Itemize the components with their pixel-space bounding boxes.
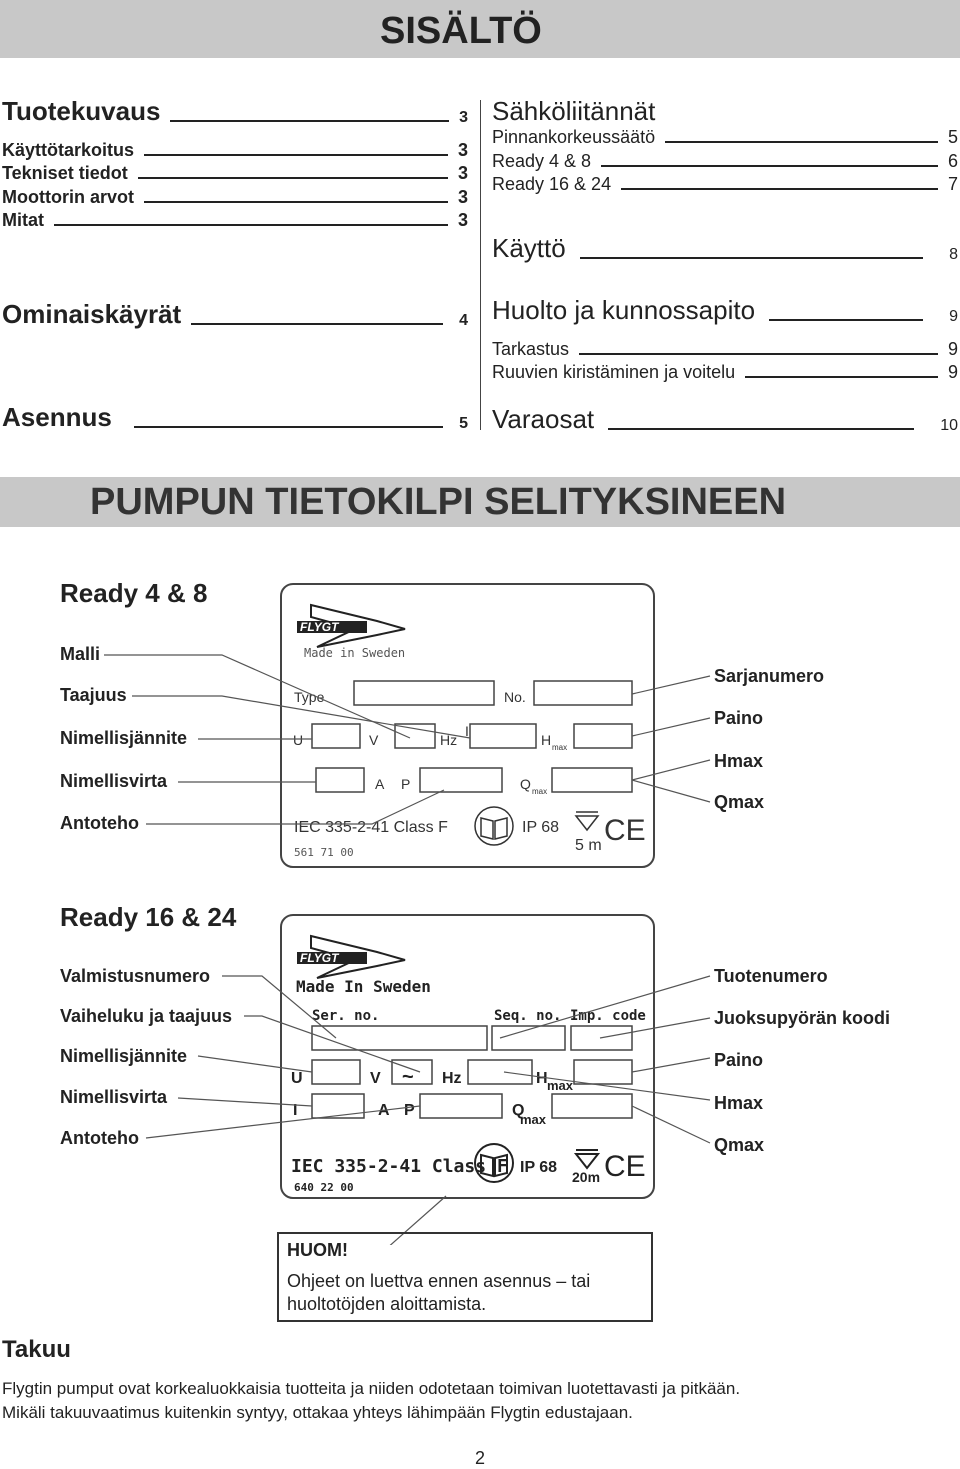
plate2-ser: Ser. no. <box>312 1008 380 1024</box>
plate2-u: U <box>291 1070 303 1087</box>
toc-page: 4 <box>459 312 468 329</box>
plate1-p: P <box>401 776 411 792</box>
plate2-left-label-1: Vaiheluku ja taajuus <box>60 1006 233 1026</box>
toc-page: 9 <box>949 308 958 325</box>
plate2-ip: IP 68 <box>520 1159 558 1176</box>
toc-page: 3 <box>457 163 468 183</box>
plate1-manual-icon <box>475 807 513 845</box>
plate2-left-label-4: Antoteho <box>60 1128 139 1148</box>
plate1-right-label-2: Hmax <box>714 751 764 771</box>
plate1-title: Ready 4 & 8 <box>60 578 208 608</box>
plate2-right-label-4: Qmax <box>714 1135 765 1155</box>
toc-leader <box>601 165 938 167</box>
toc-label: Tarkastus <box>492 339 570 359</box>
plate2-q-sub: max <box>520 1112 547 1127</box>
toc-label: Varaosat <box>492 404 595 434</box>
toc-label: Ready 4 & 8 <box>492 151 592 171</box>
toc-page: 8 <box>949 246 958 263</box>
plate1-logo <box>297 605 405 647</box>
toc-leader <box>191 323 443 325</box>
toc-leader <box>608 428 914 430</box>
plate-title: PUMPUN TIETOKILPI SELITYKSINEEN <box>90 481 787 523</box>
plate2-right-label-3: Hmax <box>714 1093 764 1113</box>
toc-left-0 <box>2 96 468 127</box>
toc-label: Ready 16 & 24 <box>492 174 612 194</box>
plate2-diagram <box>0 905 960 1245</box>
plate2-i: I <box>293 1102 298 1119</box>
toc-leader <box>665 141 938 143</box>
toc-page: 10 <box>940 417 958 434</box>
plate2-h: H <box>536 1070 548 1087</box>
plate2-made-in: Made In Sweden <box>296 977 431 996</box>
toc-label: Tuotekuvaus <box>2 96 161 126</box>
plate1-made-in: Made in Sweden <box>304 646 406 660</box>
toc-label: Käyttötarkoitus <box>2 140 135 160</box>
toc-leader <box>54 224 448 226</box>
plate1-right-label-1: Paino <box>714 708 764 728</box>
plate2-imp: Imp. code <box>570 1008 646 1024</box>
plate1-q-sub: max <box>532 787 548 796</box>
toc-leader <box>144 201 448 203</box>
toc-leader <box>170 120 449 122</box>
plate1-i: I <box>465 723 469 739</box>
plate1-ce: CE <box>604 814 646 847</box>
toc-label: Tekniset tiedot <box>2 163 128 183</box>
plate1-h-sub: max <box>552 743 568 752</box>
takuu-title: Takuu <box>2 1336 71 1363</box>
toc-page: 9 <box>947 362 958 382</box>
toc-page: 5 <box>459 415 468 432</box>
plate2-depth: 20m <box>572 1169 601 1185</box>
plate2-manual-icon <box>475 1144 513 1182</box>
plate2-ce: CE <box>604 1150 646 1183</box>
plate1-v: V <box>369 732 379 748</box>
toc-label: Moottorin arvot <box>2 187 134 207</box>
toc-right-5 <box>492 295 958 326</box>
toc-label: Mitat <box>2 210 44 230</box>
contents-title: SISÄLTÖ <box>380 10 542 52</box>
plate1-code: 561 71 00 <box>294 846 354 859</box>
toc-divider <box>480 100 481 430</box>
toc-right-2 <box>492 151 958 172</box>
note-box <box>277 1232 653 1322</box>
toc-leader <box>745 376 938 378</box>
plate2-a: A <box>378 1102 390 1119</box>
note-line1: Ohjeet on luettva ennen asennus – tai <box>287 1271 591 1291</box>
toc-label: Asennus <box>2 402 112 432</box>
plate1-a: A <box>375 776 385 792</box>
toc-left-6 <box>2 402 468 433</box>
plate1-h: H <box>541 732 552 748</box>
toc-page: 3 <box>457 210 468 230</box>
plate1-left-label-1: Taajuus <box>60 685 127 705</box>
plate1-depth: 5 m <box>575 837 602 854</box>
toc-left-5 <box>2 299 468 330</box>
toc-page: 5 <box>947 127 958 147</box>
toc-page: 3 <box>457 140 468 160</box>
toc-right-3 <box>492 174 958 195</box>
plate1-right-label-0: Sarjanumero <box>714 666 825 686</box>
toc-leader <box>580 257 923 259</box>
plate2-seq: Seq. no. <box>494 1008 562 1024</box>
toc-leader <box>769 319 923 321</box>
plate1-q: Q <box>520 776 531 792</box>
toc-left-3 <box>2 187 468 208</box>
toc-leader <box>134 426 443 428</box>
toc-right-1 <box>492 127 958 148</box>
note-title: HUOM! <box>287 1240 348 1260</box>
plate2-left-label-3: Nimellisvirta <box>60 1087 168 1107</box>
plate2-q: Q <box>512 1102 525 1119</box>
toc-leader <box>138 177 448 179</box>
plate1-hz: Hz <box>440 732 458 748</box>
plate1-depth-icon <box>576 812 598 830</box>
toc-label: Pinnankorkeussäätö <box>492 127 656 147</box>
toc-label: Käyttö <box>492 233 566 263</box>
plate2-depth-icon <box>576 1150 598 1168</box>
plate1-no: No. <box>504 689 526 705</box>
plate2-left-label-2: Nimellisjännite <box>60 1046 188 1066</box>
plate1-diagram <box>0 580 960 880</box>
takuu-line2: Mikäli takuuvaatimus kuitenkin syntyy, ottakaa yhteys lähimpään Flygtin edustajaan. <box>2 1403 633 1422</box>
plate2-h-sub: max <box>547 1078 574 1093</box>
toc-label: Ominaiskäyrät <box>2 299 182 329</box>
plate2-logo-text: FLYGT <box>300 951 339 965</box>
plate-banner <box>0 477 960 527</box>
toc-leader <box>144 154 448 156</box>
toc-leader <box>621 188 938 190</box>
toc-page: 7 <box>947 174 958 194</box>
plate2-left-label-0: Valmistusnumero <box>60 966 211 986</box>
plate2-tilde: ~ <box>402 1066 414 1088</box>
plate2-iec: IEC 335-2-41 Class F <box>291 1156 508 1177</box>
plate1-iec: IEC 335-2-41 Class F <box>294 819 448 836</box>
plate1-ip: IP 68 <box>522 819 560 836</box>
note-line2: huoltotöjden aloittamista. <box>287 1294 487 1314</box>
plate2-right-label-0: Tuotenumero <box>714 966 828 986</box>
plate1-left-label-4: Antoteho <box>60 813 139 833</box>
toc-left-1 <box>2 140 468 161</box>
plate2-code: 640 22 00 <box>294 1181 354 1194</box>
plate2-right-label-1: Juoksupyörän koodi <box>714 1008 891 1028</box>
plate1-left-label-2: Nimellisjännite <box>60 728 188 748</box>
contents-banner <box>0 0 960 58</box>
toc-page: 9 <box>947 339 958 359</box>
page-number: 2 <box>475 1448 486 1468</box>
plate2-hz: Hz <box>442 1070 462 1087</box>
takuu-line1: Flygtin pumput ovat korkealuokkaisia tuotteita ja niiden odotetaan toimivan luotettavasti ja pitkään. <box>2 1379 741 1398</box>
toc-right-7 <box>492 362 958 383</box>
plate2-logo <box>297 936 405 978</box>
toc-right-8 <box>492 404 958 435</box>
toc-right-0 <box>492 96 958 127</box>
toc-right-6 <box>492 339 958 360</box>
toc-label: Sähköliitännät <box>492 96 656 126</box>
plate1-left-label-3: Nimellisvirta <box>60 771 168 791</box>
toc-page: 3 <box>459 109 468 126</box>
plate2-right-label-2: Paino <box>714 1050 764 1070</box>
toc-leader <box>579 353 938 355</box>
toc-label: Huolto ja kunnossapito <box>492 295 756 325</box>
plate2-title: Ready 16 & 24 <box>60 902 237 932</box>
toc-left-4 <box>2 210 468 231</box>
toc-page: 6 <box>947 151 958 171</box>
toc-page: 3 <box>457 187 468 207</box>
toc-left-2 <box>2 163 468 184</box>
toc-right-4 <box>492 233 958 264</box>
plate1-left-label-0: Malli <box>60 644 101 664</box>
plate1-logo-text: FLYGT <box>300 620 339 634</box>
plate2-p: P <box>404 1102 415 1119</box>
plate2-v: V <box>370 1070 381 1087</box>
plate1-right-label-3: Qmax <box>714 792 765 812</box>
plate1-u: U <box>293 732 304 748</box>
plate1-type: Type <box>294 689 325 705</box>
toc-label: Ruuvien kiristäminen ja voitelu <box>492 362 736 382</box>
